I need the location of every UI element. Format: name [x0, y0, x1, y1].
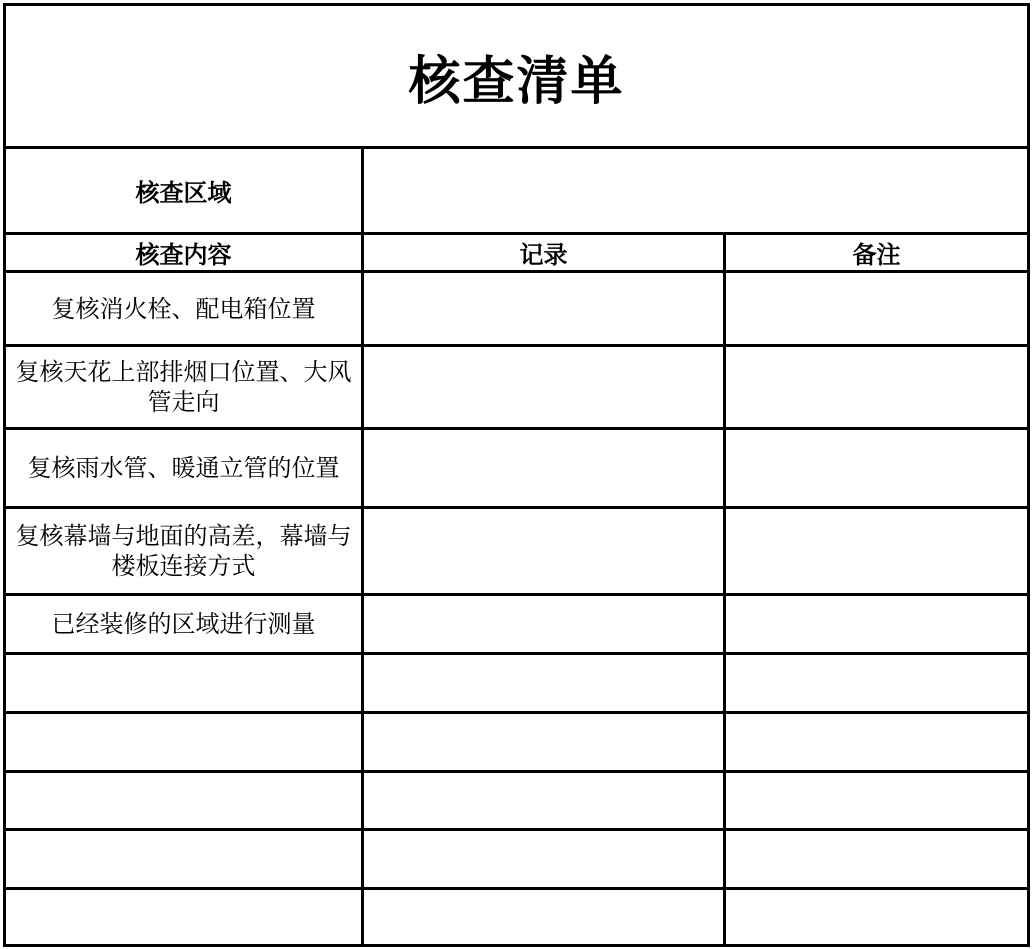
table-row [5, 889, 1029, 946]
row-content-cell[interactable] [5, 772, 363, 830]
table-row [5, 508, 1029, 595]
table-row [5, 713, 1029, 772]
row-content-cell[interactable] [5, 713, 363, 772]
header-remark: 备注 [725, 234, 1029, 272]
row-content-cell[interactable] [5, 889, 363, 946]
row-remark-cell[interactable] [725, 429, 1029, 508]
row-remark-cell[interactable] [725, 272, 1029, 346]
area-row [5, 148, 1029, 234]
row-record-cell[interactable] [363, 889, 725, 946]
table-row [5, 429, 1029, 508]
row-record-cell[interactable] [363, 272, 725, 346]
header-record: 记录 [363, 234, 725, 272]
row-content-cell: 复核幕墙与地面的高差，幕墙与楼板连接方式 [5, 508, 363, 595]
row-remark-cell[interactable] [725, 772, 1029, 830]
table-row [5, 772, 1029, 830]
row-content-cell: 已经装修的区域进行测量 [5, 595, 363, 654]
row-record-cell[interactable] [363, 713, 725, 772]
row-remark-cell[interactable] [725, 713, 1029, 772]
area-value-cell[interactable] [363, 148, 1029, 234]
page-title: 核查清单 [5, 5, 1029, 148]
row-record-cell[interactable] [363, 429, 725, 508]
table-row [5, 272, 1029, 346]
title-row [5, 5, 1029, 148]
table-row [5, 654, 1029, 713]
row-remark-cell[interactable] [725, 346, 1029, 429]
row-record-cell[interactable] [363, 830, 725, 889]
table-row [5, 346, 1029, 429]
row-record-cell[interactable] [363, 595, 725, 654]
row-record-cell[interactable] [363, 346, 725, 429]
row-record-cell[interactable] [363, 772, 725, 830]
row-content-cell[interactable] [5, 654, 363, 713]
area-label: 核查区域 [5, 148, 363, 234]
checklist-sheet [3, 3, 1027, 943]
row-remark-cell[interactable] [725, 508, 1029, 595]
row-content-cell[interactable] [5, 830, 363, 889]
checklist-table [3, 3, 1030, 947]
row-content-cell: 复核雨水管、暖通立管的位置 [5, 429, 363, 508]
row-remark-cell[interactable] [725, 595, 1029, 654]
row-remark-cell[interactable] [725, 830, 1029, 889]
table-row [5, 595, 1029, 654]
row-remark-cell[interactable] [725, 654, 1029, 713]
row-content-cell: 复核天花上部排烟口位置、大风管走向 [5, 346, 363, 429]
header-row [5, 234, 1029, 272]
row-record-cell[interactable] [363, 654, 725, 713]
row-record-cell[interactable] [363, 508, 725, 595]
row-remark-cell[interactable] [725, 889, 1029, 946]
table-row [5, 830, 1029, 889]
header-content: 核查内容 [5, 234, 363, 272]
row-content-cell: 复核消火栓、配电箱位置 [5, 272, 363, 346]
